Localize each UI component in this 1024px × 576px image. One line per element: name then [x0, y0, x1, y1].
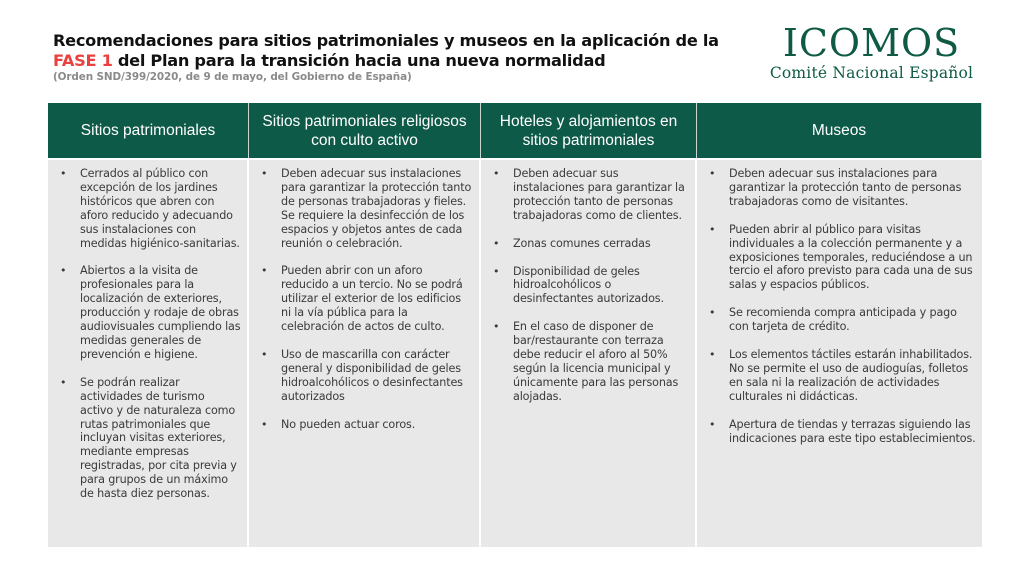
list-item: • Abiertos a la visita de profesionales para la localización de exteriores, producción y rodaje de obras audiovisuales cumpliendo las medidas generales de prevención e higiene. [60, 264, 241, 361]
bullet-list [54, 167, 241, 501]
list-item: • Apertura de tiendas y terrazas siguiendo las indicaciones para este tipo establecimientos. [709, 417, 976, 445]
column-cell-religiosos [249, 158, 481, 547]
bullet-icon: • [493, 167, 500, 180]
column-cell-sitios [48, 158, 249, 547]
list-item: • Zonas comunes cerradas [493, 236, 651, 250]
bullet-icon: • [60, 264, 67, 278]
page-subtitle: (Orden SND/399/2020, de 9 de mayo, del Gobierno de España) [53, 71, 412, 83]
title-line-2: del Plan para la transición hacia una nueva normalidad [112, 51, 606, 70]
list-item: • Deben adecuar sus instalaciones para garantizar la protección tanto de personas trabajadoras como de visitantes. [709, 167, 962, 208]
bullet-icon: • [709, 167, 716, 180]
bullet-list [703, 167, 976, 446]
logo-subtitle: Comité Nacional Español [769, 64, 974, 82]
list-item: • Deben adecuar sus instalaciones para garantizar la protección tanto de personas trabajadoras como de clientes. [493, 167, 685, 222]
list-item: • Se recomienda compra anticipada y pago con tarjeta de crédito. [709, 306, 957, 334]
list-item: • No pueden actuar coros. [261, 417, 416, 431]
logo-name: ICOMOS [782, 21, 961, 65]
list-item: • En el caso de disponer de bar/restaurante con terraza debe reducir el aforo al 50% según la licencia municipal y únicamente para las personas alojadas. [493, 320, 679, 403]
list-item: • Los elementos táctiles estarán inhabilitados. No se permite el uso de audioguías, folletos en sala ni la realización de actividades culturales ni didácticas. [709, 348, 973, 403]
bullet-icon: • [261, 347, 268, 361]
phase-highlight: FASE 1 [53, 51, 113, 70]
page-title [53, 31, 743, 71]
column-cell-hoteles [481, 158, 697, 547]
title-line-1: Recomendaciones para sitios patrimoniales y museos en la aplicación de la [53, 31, 719, 50]
bullet-icon: • [493, 236, 500, 250]
column-header-museos: Museos [697, 103, 982, 158]
column-cell-museos [697, 158, 982, 547]
bullet-icon: • [261, 417, 268, 431]
bullet-list [255, 167, 473, 432]
list-item: • Deben adecuar sus instalaciones para garantizar la protección tanto de personas trabajadoras y fieles. Se requiere la desinfección de los espacios y objetos antes de cada reunión o celebración. [261, 167, 472, 250]
bullet-icon: • [709, 306, 716, 320]
bullet-list [487, 167, 689, 404]
list-item: • Pueden abrir con un aforo reducido a un tercio. No se podrá utilizar el exterior de los edificios ni la vía pública para la celebración de actos de culto. [261, 264, 463, 334]
list-item: • Uso de mascarilla con carácter general y disponibilidad de geles hidroalcohólicos o desinfectantes autorizados [261, 347, 463, 403]
list-item: • Cerrados al público con excepción de los jardines históricos que abren con aforo reducido y adecuando sus instalaciones con medidas higiénico-sanitarias. [60, 167, 240, 250]
bullet-icon: • [709, 417, 716, 431]
list-item: • Pueden abrir al público para visitas individuales a la colección permanente y a exposiciones temporales, reduciéndose a un tercio el aforo previsto para cada una de sus salas y espacios públicos. [709, 222, 973, 292]
column-header-sitios: Sitios patrimoniales [48, 103, 249, 158]
recommendations-table [48, 103, 982, 547]
icomos-logo [764, 22, 979, 82]
list-item: • Disponibilidad de geles hidroalcohólicos o desinfectantes autorizados. [493, 264, 664, 306]
bullet-icon: • [493, 320, 500, 334]
bullet-icon: • [709, 222, 716, 236]
column-header-religiosos: Sitios patrimoniales religiosos con culto activo [249, 103, 481, 158]
bullet-icon: • [261, 264, 268, 278]
column-header-hoteles: Hoteles y alojamientos en sitios patrimoniales [481, 103, 697, 158]
bullet-icon: • [261, 167, 268, 180]
bullet-icon: • [60, 167, 67, 180]
bullet-icon: • [60, 375, 67, 389]
bullet-icon: • [493, 264, 500, 278]
bullet-icon: • [709, 348, 716, 362]
list-item: • Se podrán realizar actividades de turismo activo y de naturaleza como rutas patrimoniales que incluyan visitas exteriores, mediante empresas registradas, por cita previa y para grupos de un máximo de hasta diez personas. [60, 375, 237, 501]
title-block [53, 31, 743, 84]
